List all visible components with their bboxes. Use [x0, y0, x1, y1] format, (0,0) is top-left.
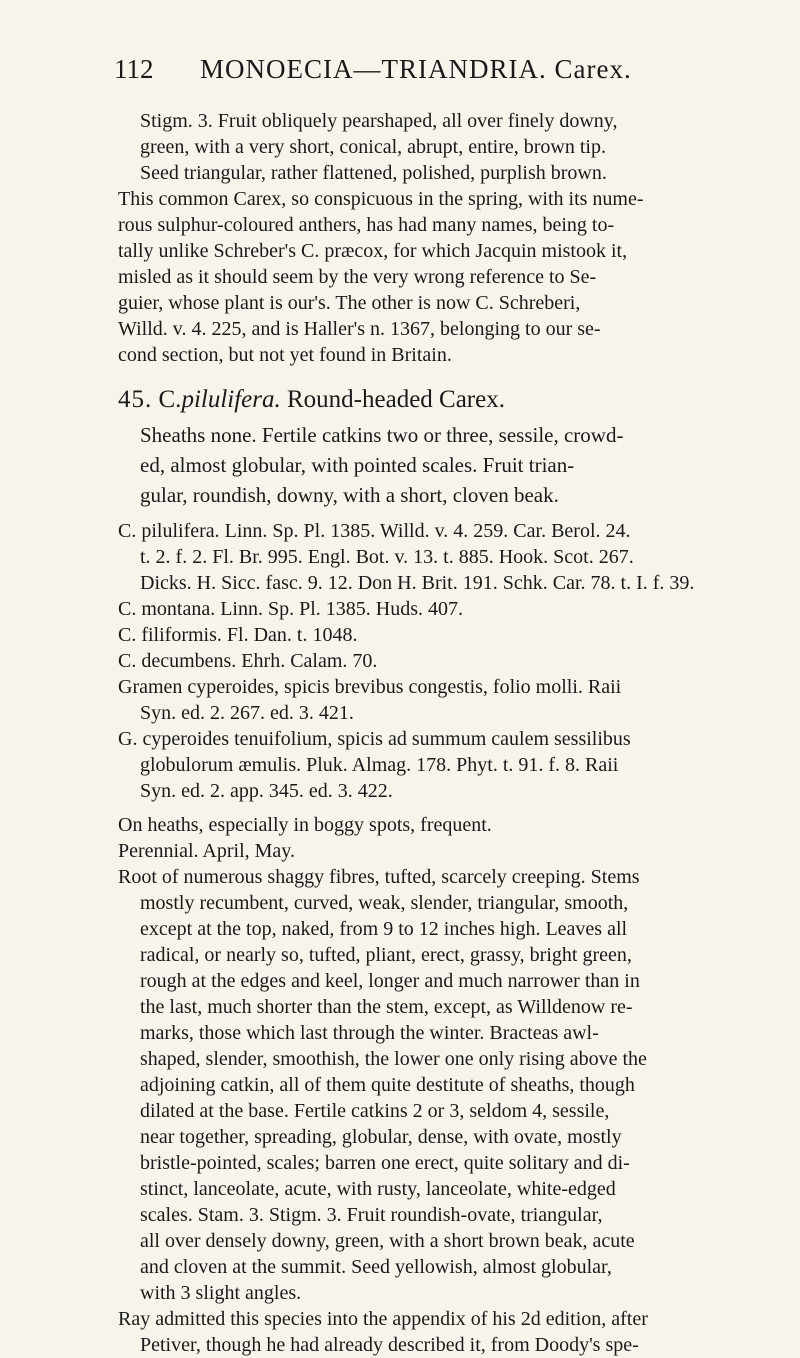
synonym-line: G. cyperoides tenuifolium, spicis ad summum caulem sessilibus	[118, 728, 631, 750]
description	[118, 864, 758, 1306]
text-line: Seed triangular, rather flattened, polished, purplish brown.	[140, 162, 607, 184]
synonym-line: C. decumbens. Ehrh. Calam. 70.	[118, 650, 378, 672]
text-line: green, with a very short, conical, abrupt, entire, brown tip.	[140, 136, 606, 158]
final-paragraph	[118, 1306, 758, 1358]
habitat: On heaths, especially in boggy spots, frequent.	[118, 814, 492, 836]
description-line: the last, much shorter than the stem, except, as Willdenow re-	[140, 996, 633, 1018]
synonym-line: Gramen cyperoides, spicis brevibus congestis, folio molli. Raii	[118, 676, 622, 698]
habitat-block	[118, 812, 758, 864]
synonym-line: C. filiformis. Fl. Dan. t. 1048.	[118, 624, 358, 646]
note-paragraph	[118, 186, 758, 368]
description-line: all over densely downy, green, with a short brown beak, acute	[140, 1230, 635, 1252]
description-line: Root of numerous shaggy fibres, tufted, scarcely creeping. Stems	[118, 866, 640, 888]
common-name: Round-headed Carex.	[287, 386, 505, 413]
text-line: ed, almost globular, with pointed scales. Fruit trian-	[140, 453, 575, 477]
duration: Perennial. April, May.	[118, 840, 296, 862]
synonym-line: C. pilulifera. Linn. Sp. Pl. 1385. Willd. v. 4. 259. Car. Berol. 24.	[118, 520, 631, 542]
text-line: Willd. v. 4. 225, and is Haller's n. 1367, belonging to our se-	[118, 318, 601, 340]
description-line: scales. Stam. 3. Stigm. 3. Fruit roundish-ovate, triangular,	[140, 1204, 603, 1226]
description-line: and cloven at the summit. Seed yellowish, almost globular,	[140, 1256, 612, 1278]
synonym-line: Syn. ed. 2. app. 345. ed. 3. 422.	[140, 780, 393, 802]
description-line: radical, or nearly so, tufted, pliant, erect, grassy, bright green,	[140, 944, 632, 966]
species-heading	[118, 384, 758, 416]
page-number: 112	[114, 54, 154, 84]
description-line: shaped, slender, smoothish, the lower one only rising above the	[140, 1048, 647, 1070]
genus-abbr: C.	[158, 386, 182, 413]
text-line: tally unlike Schreber's C. præcox, for which Jacquin mistook it,	[118, 240, 628, 262]
specific-character	[118, 420, 758, 510]
text-line: cond section, but not yet found in Britain.	[118, 344, 452, 366]
species-number: 45.	[118, 386, 153, 413]
running-title: MONOECIA—TRIANDRIA. Carex.	[200, 54, 632, 84]
description-line: stinct, lanceolate, acute, with rusty, lanceolate, white-edged	[140, 1178, 616, 1200]
synonym-line: Dicks. H. Sicc. fasc. 9. 12. Don H. Brit. 191. Schk. Car. 78. t. I. f. 39.	[140, 572, 695, 594]
description-line: dilated at the base. Fertile catkins 2 or 3, seldom 4, sessile,	[140, 1100, 610, 1122]
text-line: Sheaths none. Fertile catkins two or three, sessile, crowd-	[140, 423, 624, 447]
description-line: with 3 slight angles.	[140, 1282, 302, 1304]
top-paragraph	[118, 108, 758, 186]
description-line: except at the top, naked, from 9 to 12 inches high. Leaves all	[140, 918, 628, 940]
text-line: guier, whose plant is our's. The other is now C. Schreberi,	[118, 292, 581, 314]
description-line: near together, spreading, globular, dense, with ovate, mostly	[140, 1126, 622, 1148]
description-line: mostly recumbent, curved, weak, slender, triangular, smooth,	[140, 892, 629, 914]
text-line: gular, roundish, downy, with a short, cloven beak.	[140, 483, 559, 507]
text-line: rous sulphur-coloured anthers, has had many names, being to-	[118, 214, 615, 236]
text-line: This common Carex, so conspicuous in the spring, with its nume-	[118, 188, 644, 210]
text-line: Petiver, though he had already described it, from Doody's spe-	[140, 1334, 639, 1356]
text-line: misled as it should seem by the very wrong reference to Se-	[118, 266, 597, 288]
page-body	[118, 108, 758, 1358]
description-line: marks, those which last through the winter. Bracteas awl-	[140, 1022, 599, 1044]
synonym-line: C. montana. Linn. Sp. Pl. 1385. Huds. 407.	[118, 598, 464, 620]
text-line: Stigm. 3. Fruit obliquely pearshaped, all over finely downy,	[140, 110, 618, 132]
description-line: adjoining catkin, all of them quite destitute of sheaths, though	[140, 1074, 635, 1096]
synonym-line: globulorum æmulis. Pluk. Almag. 178. Phyt. t. 91. f. 8. Raii	[140, 754, 619, 776]
synonym-line: t. 2. f. 2. Fl. Br. 995. Engl. Bot. v. 13. t. 885. Hook. Scot. 267.	[140, 546, 634, 568]
species-epithet: pilulifera.	[181, 386, 281, 413]
description-line: bristle-pointed, scales; barren one erect, quite solitary and di-	[140, 1152, 630, 1174]
description-line: rough at the edges and keel, longer and much narrower than in	[140, 970, 640, 992]
synonymy	[118, 518, 758, 804]
text-line: Ray admitted this species into the appendix of his 2d edition, after	[118, 1308, 648, 1330]
synonym-line: Syn. ed. 2. 267. ed. 3. 421.	[140, 702, 354, 724]
